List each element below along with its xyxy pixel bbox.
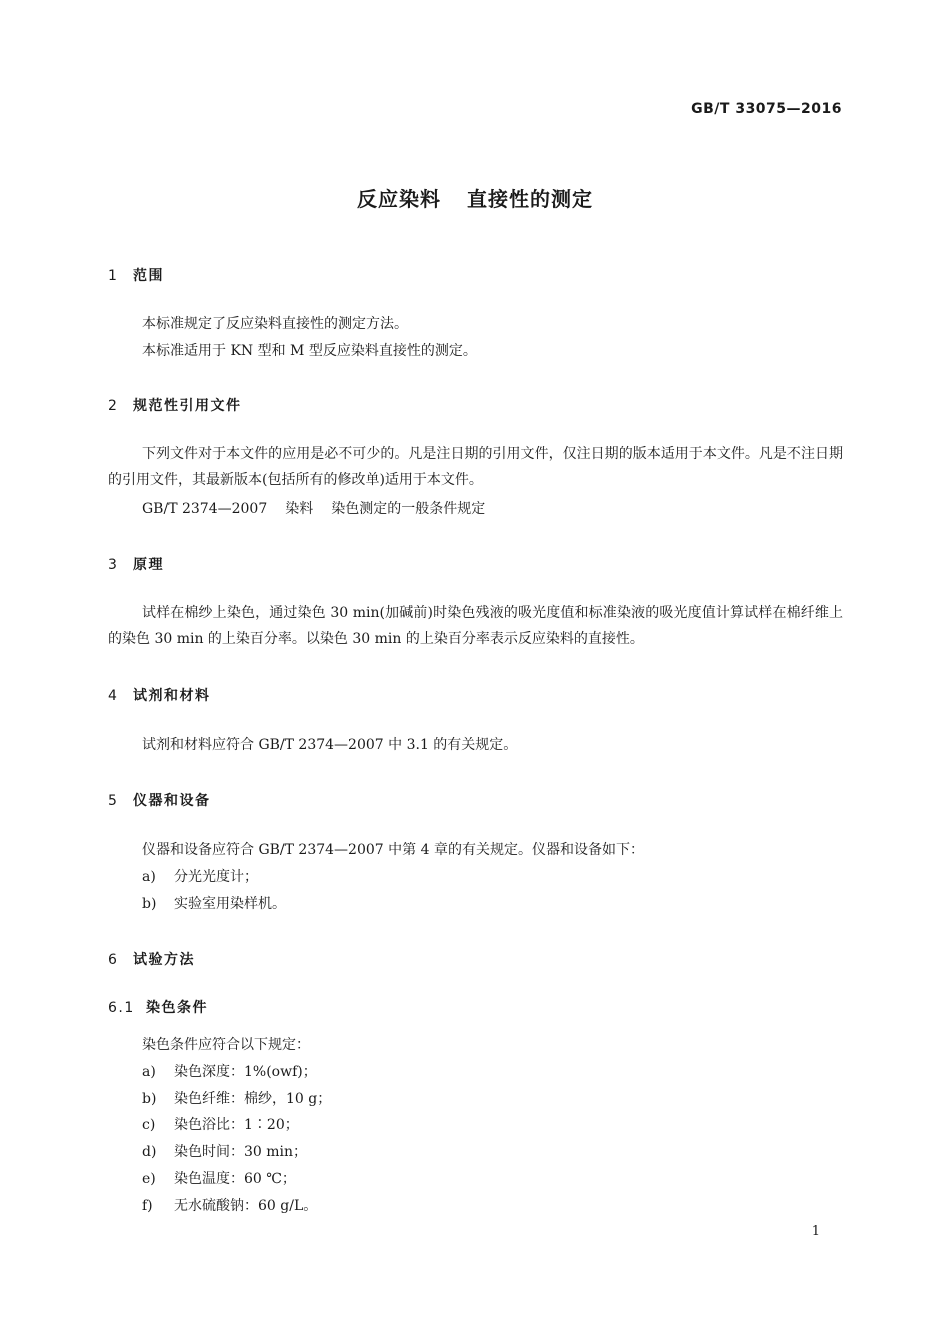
section-6-heading: 6 试验方法	[108, 952, 195, 968]
section-2-heading: 2 规范性引用文件	[108, 398, 242, 414]
section-3-paragraph-1: 试样在棉纱上染色，通过染色 30 min(加碱前)时染色残液的吸光度值和标准染液的吸光度值计算试样在棉纤维上的染色 30 min 的上染百分率。以染色 30 min 的上染百分率表示反应染料的直接性。	[108, 605, 843, 647]
section-2-reference	[142, 496, 485, 522]
list-item: a) 分光光度计；	[142, 869, 258, 885]
section-1-heading: 1 范围	[108, 268, 164, 284]
list-item: b) 实验室用染样机。	[142, 896, 286, 912]
list-item: e) 染色温度：60 ℃；	[142, 1171, 296, 1187]
section-4-heading: 4 试剂和材料	[108, 688, 211, 704]
document-title	[0, 183, 950, 212]
title-part-2: 直接性的测定	[467, 187, 593, 211]
reference-title-a: 染料	[285, 501, 314, 517]
section-6-1-heading: 6.1 染色条件	[108, 1000, 208, 1016]
section-5-paragraph-1: 仪器和设备应符合 GB/T 2374—2007 中第 4 章的有关规定。仪器和设备如下：	[142, 842, 644, 858]
section-5-heading: 5 仪器和设备	[108, 793, 211, 809]
reference-title-b: 染色测定的一般条件规定	[331, 501, 486, 517]
section-3-heading: 3 原理	[108, 557, 164, 573]
list-item: d) 染色时间：30 min；	[142, 1144, 308, 1160]
reference-code: GB/T 2374—2007	[142, 501, 268, 517]
list-item: c) 染色浴比：1∶20；	[142, 1117, 299, 1133]
list-item: f) 无水硫酸钠：60 g/L。	[142, 1198, 318, 1214]
standard-number: GB/T 33075—2016	[691, 101, 842, 117]
list-item: a) 染色深度：1%(owf)；	[142, 1064, 317, 1080]
section-1-paragraph-2: 本标准适用于 KN 型和 M 型反应染料直接性的测定。	[142, 343, 477, 359]
section-6-1-paragraph-1: 染色条件应符合以下规定：	[142, 1037, 310, 1053]
section-4-paragraph-1: 试剂和材料应符合 GB/T 2374—2007 中 3.1 的有关规定。	[142, 737, 518, 753]
title-part-1: 反应染料	[357, 187, 441, 211]
section-2-paragraph-1: 下列文件对于本文件的应用是必不可少的。凡是注日期的引用文件，仅注日期的版本适用于本文件。凡是不注日期的引用文件，其最新版本(包括所有的修改单)适用于本文件。	[108, 446, 843, 488]
page-number: 1	[811, 1224, 820, 1239]
section-1-paragraph-1: 本标准规定了反应染料直接性的测定方法。	[142, 316, 408, 332]
list-item: b) 染色纤维：棉纱，10 g；	[142, 1091, 332, 1107]
